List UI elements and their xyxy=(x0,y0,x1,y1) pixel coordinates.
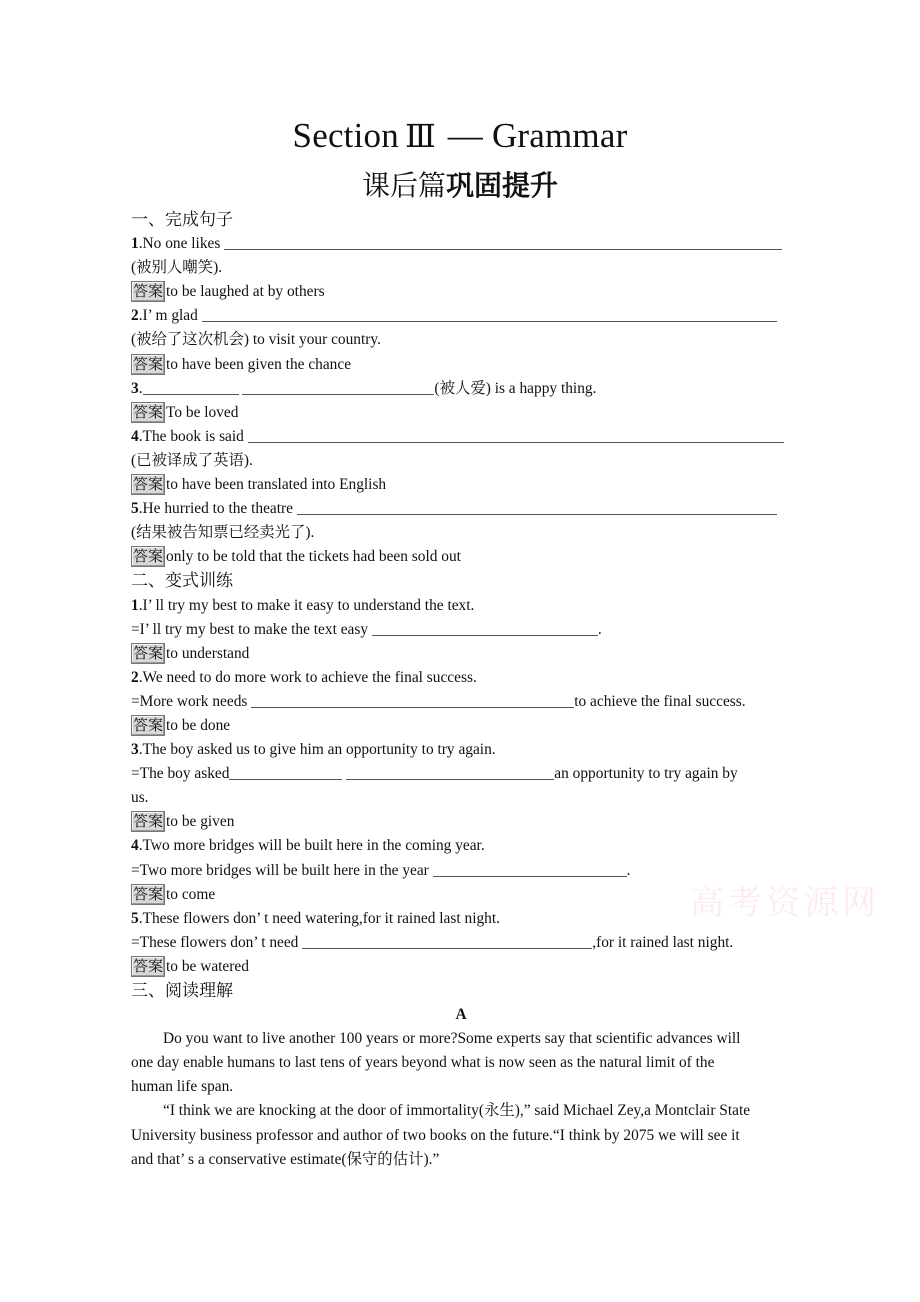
question-line: 5.He hurried to the theatre xyxy=(131,497,791,521)
question-continuation: (已被译成了英语). xyxy=(131,451,253,469)
answer-text: only to be told that the tickets had been sold out xyxy=(166,548,461,566)
title-suffix: — Grammar xyxy=(447,116,628,155)
question-line: 2.I’ m glad xyxy=(131,304,791,328)
title-prefix: Section xyxy=(292,116,399,155)
answer-line xyxy=(131,401,791,425)
passage-label: A xyxy=(455,1006,467,1024)
rewrite-line: =These flowers don’ t need ,for it rained last night. xyxy=(131,933,734,951)
answer-line xyxy=(131,473,791,497)
question-continuation: (被别人嘲笑). xyxy=(131,259,223,277)
question-line: 4.The book is said xyxy=(131,425,791,449)
subtitle-bold: 巩固提升 xyxy=(446,169,559,202)
answer-line xyxy=(131,642,791,666)
question-line: 1.I’ ll try my best to make it easy to understand the text. xyxy=(131,596,475,614)
question-line: 2.We need to do more work to achieve the final success. xyxy=(131,668,477,686)
answer-blank[interactable] xyxy=(346,765,554,780)
answer-line xyxy=(131,545,791,569)
passage-text: one day enable humans to last tens of years beyond what is now seen as the natural limit of the xyxy=(131,1054,715,1072)
answer-text: to be done xyxy=(166,716,231,734)
answer-text: To be loved xyxy=(166,403,239,421)
question-line: 3. (被人爱) is a happy thing. xyxy=(131,379,597,397)
answer-badge: 答案 xyxy=(133,475,164,493)
question-line: 5.These flowers don’ t need watering,for it rained last night. xyxy=(131,909,500,927)
answer-text: to have been given the chance xyxy=(166,355,352,373)
section-heading-reading: 三、阅读理解 xyxy=(131,981,233,1001)
answer-blank[interactable] xyxy=(202,307,777,322)
section-heading-complete-sentences: 一、完成句子 xyxy=(131,210,233,230)
answer-line xyxy=(131,810,791,834)
page-title xyxy=(0,113,920,159)
answer-blank[interactable] xyxy=(224,235,782,250)
question-line: 4.Two more bridges will be built here in the coming year. xyxy=(131,837,485,855)
answer-text: to come xyxy=(166,885,216,903)
answer-blank[interactable] xyxy=(297,500,777,515)
rewrite-line: =The boy asked an opportunity to try again by xyxy=(131,765,738,783)
passage-text: and that’ s a conservative estimate(保守的估计).” xyxy=(131,1150,440,1168)
answer-badge: 答案 xyxy=(133,354,164,373)
question-line: 3.The boy asked us to give him an opportunity to try again. xyxy=(131,741,496,759)
answer-text: to be watered xyxy=(166,957,249,975)
passage-text: University business professor and author of two books on the future.“I think by 2075 we will see it xyxy=(131,1126,740,1144)
answer-blank[interactable] xyxy=(143,380,239,395)
answer-line xyxy=(131,955,791,979)
passage-text: Do you want to live another 100 years or more?Some experts say that scientific advances will xyxy=(163,1030,741,1048)
rewrite-line: =More work needs to achieve the final success. xyxy=(131,692,746,710)
question-continuation: (被给了这次机会) to visit your country. xyxy=(131,331,381,349)
question-continuation: (结果被告知票已经卖光了). xyxy=(131,524,315,542)
page-subtitle xyxy=(0,166,920,206)
answer-text: to understand xyxy=(166,644,250,662)
answer-blank[interactable] xyxy=(251,693,574,708)
title-roman-numeral: Ⅲ xyxy=(404,118,438,154)
answer-line xyxy=(131,280,791,304)
answer-text: to be given xyxy=(166,813,235,831)
answer-badge: 答案 xyxy=(133,715,164,734)
answer-text: to be laughed at by others xyxy=(166,283,325,301)
answer-badge: 答案 xyxy=(133,547,164,566)
exercise-content xyxy=(131,208,791,1172)
answer-badge: 答案 xyxy=(133,402,164,421)
answer-badge: 答案 xyxy=(133,282,164,301)
answer-text: to have been translated into English xyxy=(166,476,387,494)
answer-blank[interactable] xyxy=(248,428,784,443)
subtitle-light: 课后篇 xyxy=(361,169,446,202)
answer-badge: 答案 xyxy=(133,884,164,903)
answer-badge: 答案 xyxy=(133,956,164,975)
answer-badge: 答案 xyxy=(133,812,164,831)
answer-blank[interactable] xyxy=(302,934,592,949)
answer-line xyxy=(131,353,791,377)
answer-blank[interactable] xyxy=(372,621,598,636)
section-heading-transformation: 二、变式训练 xyxy=(131,571,233,592)
watermark: 高考资源网 xyxy=(690,883,880,923)
answer-blank[interactable] xyxy=(433,862,627,877)
rewrite-line: =Two more bridges will be built here in the year . xyxy=(131,861,631,879)
passage-text: human life span. xyxy=(131,1078,234,1096)
answer-badge: 答案 xyxy=(133,643,164,662)
rewrite-line: =I’ ll try my best to make the text easy . xyxy=(131,620,602,638)
answer-blank[interactable] xyxy=(229,765,342,780)
passage-text: “I think we are knocking at the door of immortality(永生),” said Michael Zey,a Montclair State xyxy=(163,1102,751,1120)
answer-line xyxy=(131,714,791,738)
answer-blank[interactable] xyxy=(242,380,434,395)
question-line: 1.No one likes xyxy=(131,232,791,256)
rewrite-continuation: us. xyxy=(131,789,149,807)
